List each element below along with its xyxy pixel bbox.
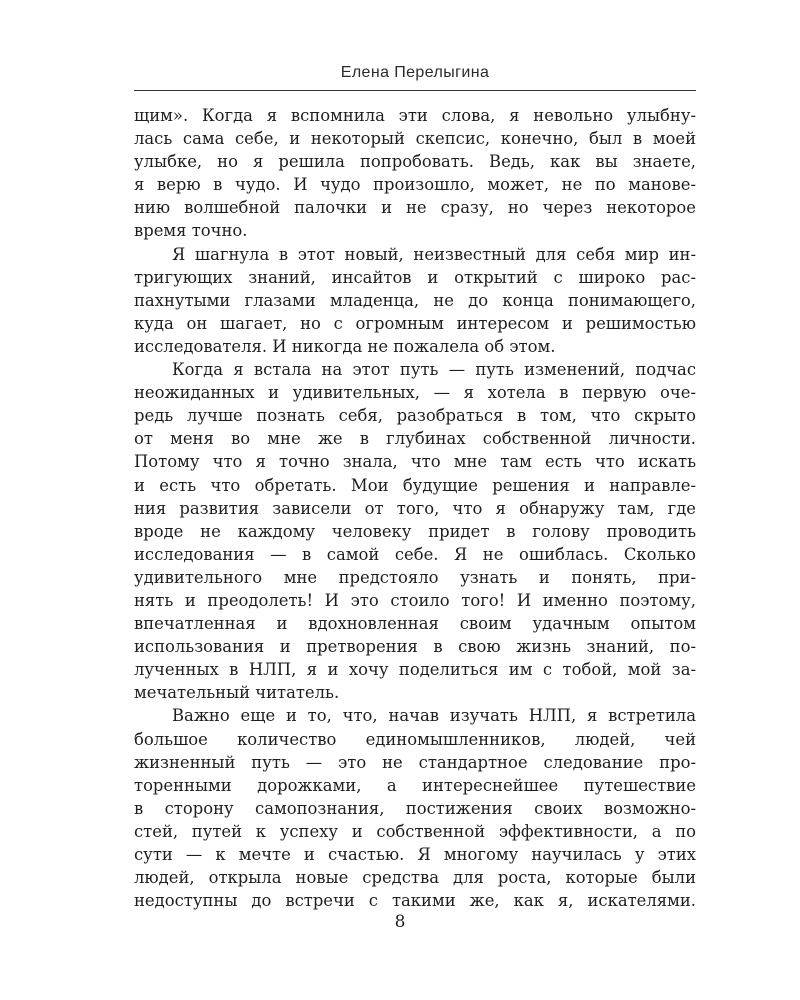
text-line: я верю в чудо. И чудо произошло, может, не по манове- (134, 175, 696, 195)
text-line: удивительного мне предстояло узнать и понять, при- (134, 567, 696, 587)
text-line: большое количество единомышленников, людей, чей (134, 729, 696, 749)
text-line: редь лучше познать себя, разобраться в том, что скрыто (134, 406, 696, 426)
text-line: сути — к мечте и счастью. Я многому научилась у этих (134, 845, 696, 864)
running-head-author: Елена Перелыгина (340, 64, 490, 81)
text-line: куда он шагает, но с огромным интересом и решимостью (134, 313, 696, 333)
text-line: впечатленная и вдохновленная своим удачным опытом (134, 614, 696, 634)
text-line: пахнутыми глазами младенца, не до конца понимающего, (134, 290, 696, 310)
text-line: Я шагнула в этот новый, неизвестный для себя мир ин- (172, 244, 696, 264)
paragraph-2 (134, 243, 696, 358)
text-line: лась сама себе, и некоторый скепсис, конечно, был в моей (134, 129, 696, 149)
text-line: мечательный читатель. (134, 683, 340, 703)
paragraph-4 (134, 704, 696, 912)
text-line: Когда я встала на этот путь — путь изменений, подчас (172, 360, 696, 380)
text-line: жизненный путь — это не стандартное следование про- (134, 752, 696, 772)
text-line: неожиданных и удивительных, — я хотела в первую оче- (134, 383, 696, 403)
text-line: исследователя. И никогда не пожалела об этом. (134, 336, 556, 356)
text-line: тригующих знаний, инсайтов и открытий с широко рас- (134, 267, 696, 287)
text-line: торенными дорожками, а интереснейшее путешествие (134, 775, 696, 795)
text-line: стей, путей к успеху и собственной эффективности, а по (134, 821, 696, 841)
text-line: Потому что я точно знала, что мне там есть что искать (134, 452, 696, 472)
text-line: Важно еще и то, что, начав изучать НЛП, я встретила (172, 706, 696, 726)
text-line: и есть что обретать. Мои будущие решения и направле- (134, 475, 696, 495)
text-line: исследования — в самой себе. Я не ошиблась. Сколько (134, 544, 696, 564)
text-line: использования и претворения в свою жизнь знаний, по- (134, 637, 696, 657)
text-line: лученных в НЛП, я и хочу поделиться им с тобой, мой за- (134, 660, 696, 680)
text-line: улыбке, но я решила попробовать. Ведь, как вы знаете, (134, 152, 696, 172)
text-line: щим». Когда я вспомнила эти слова, я невольно улыбну- (134, 106, 696, 125)
text-line: нию волшебной палочки и не сразу, но через некоторое (134, 198, 696, 218)
text-line: нять и преодолеть! И это стоило того! И именно поэтому, (134, 590, 696, 610)
text-line: ния развития зависели от того, что я обнаружу там, где (134, 498, 696, 518)
paragraph-1 (134, 104, 696, 243)
text-line: время точно. (134, 221, 248, 241)
paragraph-3 (134, 358, 696, 704)
text-line: от меня во мне же в глубинах собственной личности. (134, 429, 696, 449)
text-line: людей, открыла новые средства для роста, которые были (134, 868, 696, 888)
text-line: вроде не каждому человеку придет в голову проводить (134, 521, 696, 541)
body-text (134, 104, 696, 912)
header-rule (134, 90, 696, 91)
text-line: в сторону самопознания, постижения своих возможно- (134, 798, 696, 818)
page-number: 8 (394, 912, 406, 932)
text-line: недоступны до встречи с такими же, как я, искателями. (134, 891, 696, 911)
